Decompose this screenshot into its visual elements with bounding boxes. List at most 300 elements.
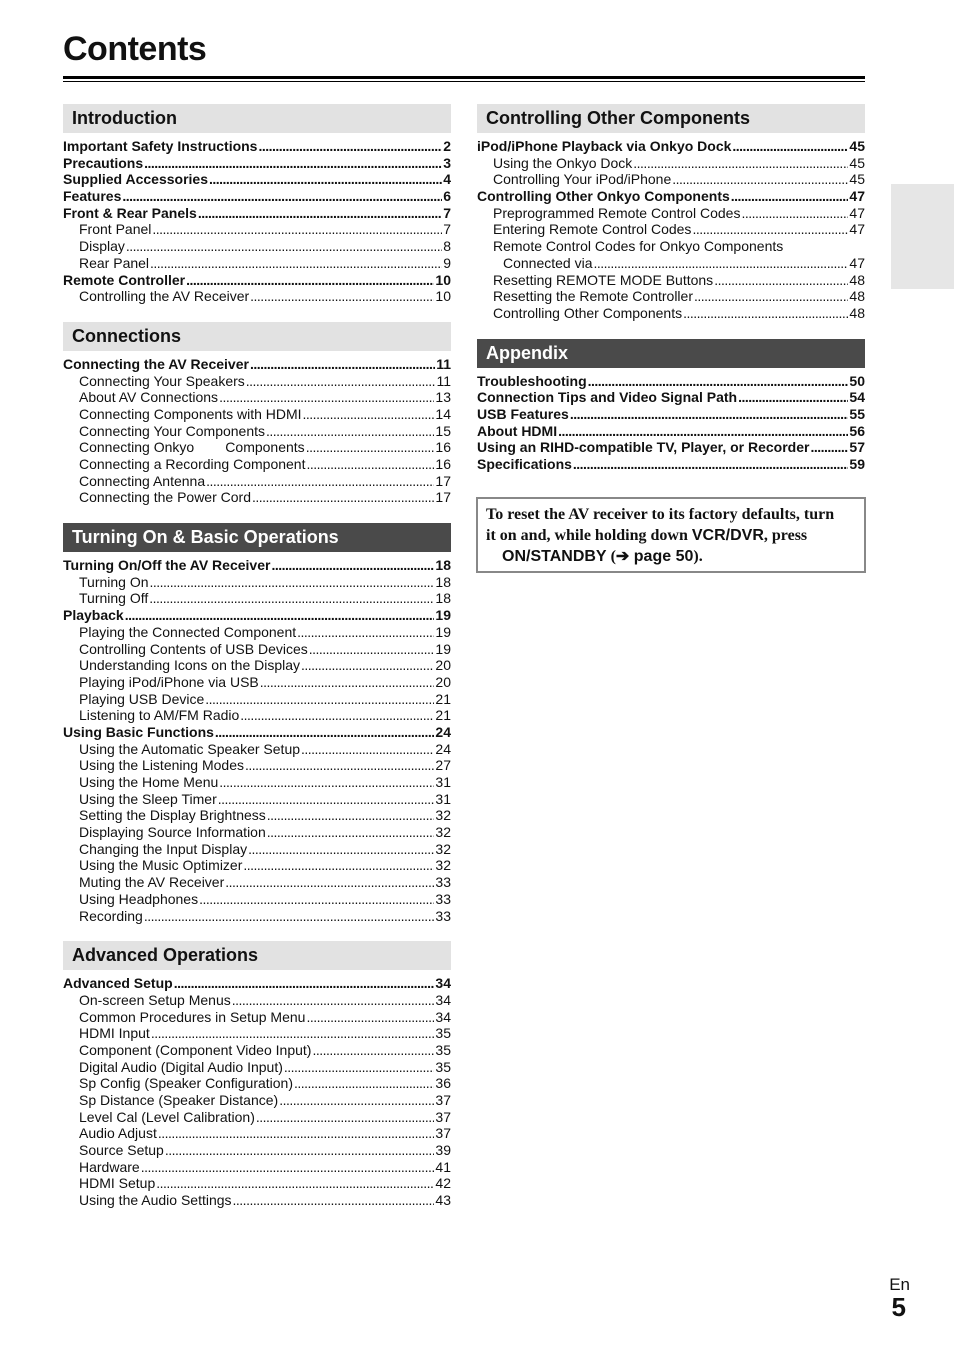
toc-entry-title: Audio Adjust bbox=[79, 1125, 157, 1142]
toc-entry[interactable] bbox=[63, 1192, 451, 1209]
toc-entry-page: 47 bbox=[849, 254, 865, 271]
toc-entry-title: Understanding Icons on the Display bbox=[79, 657, 301, 674]
toc-entry[interactable] bbox=[63, 238, 451, 255]
leader-dots bbox=[206, 473, 434, 490]
toc-entry-title: Changing the Input Display bbox=[79, 840, 248, 857]
toc-entry[interactable] bbox=[63, 1075, 451, 1092]
leader-dots bbox=[158, 1125, 435, 1142]
toc-entry[interactable] bbox=[477, 205, 865, 222]
toc-entry[interactable] bbox=[63, 1042, 451, 1059]
leader-dots bbox=[219, 774, 434, 791]
toc-entry-title: Using an RIHD-compatible TV, Player, or Recorder bbox=[477, 439, 810, 456]
toc-entry[interactable] bbox=[63, 1009, 451, 1026]
toc-entry-title: Turning On bbox=[79, 573, 149, 590]
leader-dots bbox=[683, 305, 848, 322]
toc-entry-page: 13 bbox=[435, 389, 451, 406]
toc-entry-title: Connecting Your Components bbox=[79, 422, 266, 439]
toc-entry-title: Muting the AV Receiver bbox=[79, 874, 225, 891]
toc-entry[interactable] bbox=[63, 857, 451, 874]
leader-dots bbox=[246, 373, 436, 390]
toc-entry[interactable] bbox=[63, 641, 451, 658]
toc-entry-title: Controlling the AV Receiver bbox=[79, 288, 250, 305]
toc-entry-title: Connecting Onkyo Components bbox=[79, 439, 305, 456]
toc-entry-title: Using the Automatic Speaker Setup bbox=[79, 740, 301, 757]
leader-dots bbox=[250, 356, 435, 373]
leader-dots bbox=[260, 674, 435, 691]
toc-entry-title: Setting the Display Brightness bbox=[79, 807, 266, 824]
toc-entry-page: 19 bbox=[435, 607, 451, 624]
leader-dots bbox=[306, 1009, 434, 1026]
note-line-2a: it on and, while holding down bbox=[486, 527, 692, 544]
leader-dots bbox=[219, 389, 434, 406]
toc-entry-page: 43 bbox=[435, 1192, 451, 1209]
leader-dots bbox=[267, 807, 435, 824]
toc-entry[interactable] bbox=[63, 757, 451, 774]
toc-entry[interactable] bbox=[63, 624, 451, 641]
toc-entry[interactable] bbox=[477, 188, 865, 205]
leader-dots bbox=[306, 456, 434, 473]
section-header: Turning On & Basic Operations bbox=[63, 523, 451, 552]
toc-entry[interactable] bbox=[63, 557, 451, 574]
leader-dots bbox=[186, 272, 434, 289]
leader-dots bbox=[122, 188, 442, 205]
note-on-standby: ON/STANDBY bbox=[502, 548, 607, 565]
toc-entry-page: 6 bbox=[443, 188, 451, 205]
toc-entry[interactable] bbox=[63, 188, 451, 205]
arrow-right-icon: ➔ bbox=[615, 548, 630, 565]
toc-entry-page: 10 bbox=[435, 288, 451, 305]
toc-entry[interactable] bbox=[477, 272, 865, 289]
toc-entry-page: 50 bbox=[849, 372, 865, 389]
toc-entry-page: 17 bbox=[435, 472, 451, 489]
toc-entry-page: 56 bbox=[849, 422, 865, 439]
note-paren-close: ). bbox=[693, 548, 703, 565]
toc-entry-title: Connecting a Recording Component bbox=[79, 456, 306, 472]
toc-entry-page: 8 bbox=[443, 238, 451, 255]
leader-dots bbox=[144, 155, 442, 172]
toc-entry-title: On-screen Setup Menus bbox=[79, 991, 231, 1008]
toc-entry-page: 48 bbox=[849, 304, 865, 321]
toc-entry[interactable] bbox=[477, 138, 865, 155]
leader-dots bbox=[714, 272, 848, 289]
toc-entry[interactable] bbox=[63, 456, 451, 473]
leader-dots bbox=[233, 1192, 435, 1209]
leader-dots bbox=[558, 423, 848, 440]
toc-entry[interactable] bbox=[477, 423, 865, 440]
toc-entry[interactable] bbox=[477, 171, 865, 188]
note-page-ref[interactable]: page 50 bbox=[629, 548, 694, 565]
toc-entry-title: Connecting Your Speakers bbox=[79, 372, 245, 389]
note-vcr-dvr: VCR/DVR bbox=[691, 527, 764, 544]
toc-entry-page: 14 bbox=[435, 405, 451, 422]
toc-entry[interactable] bbox=[63, 657, 451, 674]
section-header: Advanced Operations bbox=[63, 941, 451, 970]
toc-entry[interactable] bbox=[63, 1159, 451, 1176]
toc-entry-page: 37 bbox=[435, 1125, 451, 1142]
leader-dots bbox=[279, 1092, 434, 1109]
toc-entry[interactable] bbox=[477, 288, 865, 305]
toc-entry[interactable] bbox=[63, 406, 451, 423]
leader-dots bbox=[198, 205, 442, 222]
toc-entry-title: Resetting the Remote Controller bbox=[493, 288, 693, 305]
toc-entry-page: 45 bbox=[849, 171, 865, 188]
toc-entry-title: Connecting Components with HDMI bbox=[79, 405, 302, 422]
leader-dots bbox=[151, 1025, 435, 1042]
toc-entry-page: 34 bbox=[435, 1008, 451, 1025]
toc-section bbox=[63, 523, 451, 924]
toc-entry[interactable] bbox=[63, 1025, 451, 1042]
toc-entry-title: Level Cal (Level Calibration) bbox=[79, 1108, 255, 1125]
toc-entry-title: Listening to AM/FM Radio bbox=[79, 707, 240, 724]
toc-entry-page: 18 bbox=[435, 557, 451, 574]
leader-dots bbox=[306, 439, 435, 456]
toc-entry-title: Component (Component Video Input) bbox=[79, 1041, 312, 1058]
toc-entry-page: 24 bbox=[435, 740, 451, 757]
toc-entry[interactable] bbox=[63, 155, 451, 172]
section-header: Controlling Other Components bbox=[477, 104, 865, 133]
toc-entry-title: Digital Audio (Digital Audio Input) bbox=[79, 1058, 283, 1075]
toc-entry-title: Playing USB Device bbox=[79, 690, 205, 707]
toc-entry[interactable] bbox=[63, 992, 451, 1009]
toc-entry-page: 34 bbox=[435, 975, 451, 992]
leader-dots bbox=[209, 171, 442, 188]
toc-entry[interactable] bbox=[63, 221, 451, 238]
toc-entry-page: 45 bbox=[849, 154, 865, 171]
leader-dots bbox=[301, 741, 434, 758]
toc-entry-page: 34 bbox=[435, 991, 451, 1008]
toc-section bbox=[477, 339, 865, 473]
leader-dots bbox=[303, 406, 435, 423]
leader-dots bbox=[256, 1109, 435, 1126]
toc-entry[interactable] bbox=[63, 356, 451, 373]
leader-dots bbox=[152, 221, 442, 238]
toc-entry-title: Display bbox=[79, 238, 125, 255]
leader-dots bbox=[126, 238, 442, 255]
toc-entry-page: 31 bbox=[435, 774, 451, 790]
toc-entry[interactable] bbox=[477, 389, 865, 406]
leader-dots bbox=[141, 1159, 435, 1176]
toc-entry-title: Important Safety Instructions bbox=[63, 138, 258, 154]
toc-entry-title: Turning On/Off the AV Receiver bbox=[63, 557, 271, 574]
leader-dots bbox=[588, 373, 849, 390]
toc-entry-title: Entering Remote Control Codes bbox=[493, 221, 692, 238]
toc-entry[interactable] bbox=[63, 590, 451, 607]
toc-entry-page: 11 bbox=[436, 355, 451, 372]
toc-entry-page: 31 bbox=[435, 790, 451, 807]
leader-dots bbox=[240, 707, 434, 724]
leader-dots bbox=[258, 138, 442, 155]
leader-dots bbox=[243, 857, 434, 874]
toc-entry-title: Supplied Accessories bbox=[63, 171, 208, 188]
toc-entry-title: Playing the Connected Component bbox=[79, 623, 297, 640]
leader-dots bbox=[165, 1142, 435, 1159]
toc-entry[interactable] bbox=[63, 891, 451, 908]
toc-entry-page: 48 bbox=[849, 271, 865, 288]
toc-entry-title: Connecting the Power Cord bbox=[79, 489, 251, 506]
leader-dots bbox=[594, 255, 849, 272]
toc-entry-page: 35 bbox=[435, 1025, 451, 1042]
toc-entry[interactable] bbox=[63, 908, 451, 925]
section-header: Appendix bbox=[477, 339, 865, 368]
leader-dots bbox=[573, 456, 849, 473]
toc-entry-title: Sp Distance (Speaker Distance) bbox=[79, 1092, 279, 1108]
toc-entry-page: 57 bbox=[849, 439, 865, 456]
leader-dots bbox=[741, 205, 848, 222]
toc-entry-title: HDMI Input bbox=[79, 1025, 150, 1042]
toc-entry-page: 16 bbox=[435, 456, 451, 472]
leader-dots bbox=[225, 874, 434, 891]
toc-entry[interactable] bbox=[477, 155, 865, 172]
toc-entry[interactable] bbox=[63, 1125, 451, 1142]
toc-entry-title: Turning Off bbox=[79, 590, 149, 607]
toc-entry-page: 21 bbox=[435, 690, 451, 707]
toc-entry-page: 32 bbox=[435, 824, 451, 841]
leader-dots bbox=[199, 891, 434, 908]
leader-dots bbox=[250, 288, 434, 305]
toc-entry-page: 47 bbox=[849, 221, 865, 238]
page-number: 5 bbox=[891, 1292, 906, 1322]
note-paren-open: ( bbox=[606, 548, 616, 565]
leader-dots bbox=[633, 155, 848, 172]
toc-entry-page: 55 bbox=[849, 405, 865, 422]
toc-entry-title: Front & Rear Panels bbox=[63, 204, 197, 221]
toc-entry-title: About HDMI bbox=[477, 422, 558, 439]
toc-entry-title: Remote Controller bbox=[63, 271, 186, 288]
toc-entry-page: 37 bbox=[435, 1092, 451, 1108]
toc-entry-page: 20 bbox=[435, 673, 451, 690]
toc-section bbox=[63, 941, 451, 1209]
toc-entry-page: 18 bbox=[435, 590, 451, 607]
toc-entry[interactable] bbox=[63, 138, 451, 155]
leader-dots bbox=[149, 590, 434, 607]
leader-dots bbox=[174, 975, 435, 992]
leader-dots bbox=[312, 1042, 434, 1059]
toc-entry-page: 17 bbox=[435, 489, 451, 506]
toc-entry[interactable] bbox=[63, 724, 451, 741]
toc-entry-page: 33 bbox=[435, 874, 451, 891]
leader-dots bbox=[301, 657, 434, 674]
toc-entry-title: Front Panel bbox=[79, 221, 152, 238]
toc-entry-title: Common Procedures in Setup Menu bbox=[79, 1008, 306, 1025]
toc-entry-page: 19 bbox=[435, 640, 451, 657]
toc-entry-title: Playback bbox=[63, 607, 124, 624]
toc-entry-title: Playing iPod/iPhone via USB bbox=[79, 673, 259, 690]
toc-entry[interactable] bbox=[63, 791, 451, 808]
leader-dots bbox=[245, 757, 434, 774]
toc-entry[interactable] bbox=[63, 975, 451, 992]
toc-entry[interactable] bbox=[63, 1175, 451, 1192]
leader-dots bbox=[218, 791, 435, 808]
leader-dots bbox=[294, 1075, 434, 1092]
toc-entry-title: Using the Listening Modes bbox=[79, 757, 244, 774]
leader-dots bbox=[150, 255, 442, 272]
toc-entry-title: Source Setup bbox=[79, 1142, 164, 1159]
toc-entry[interactable] bbox=[63, 373, 451, 390]
toc-entry-title: Connecting Antenna bbox=[79, 472, 206, 489]
toc-entry[interactable] bbox=[63, 171, 451, 188]
toc-entry-title: USB Features bbox=[477, 405, 569, 422]
toc-entry-title: Hardware bbox=[79, 1158, 140, 1175]
toc-entry-page: 47 bbox=[849, 188, 865, 205]
toc-left-column bbox=[63, 104, 451, 1226]
toc-entry-page: 54 bbox=[849, 389, 865, 406]
toc-entry-page: 16 bbox=[435, 439, 451, 456]
toc-entry-page: 45 bbox=[849, 138, 865, 154]
toc-entry-page: 11 bbox=[436, 372, 451, 389]
leader-dots bbox=[248, 841, 434, 858]
toc-entry-page: 37 bbox=[435, 1108, 451, 1125]
toc-entry-page: 7 bbox=[443, 221, 451, 238]
leader-dots bbox=[252, 489, 434, 506]
toc-entry[interactable] bbox=[63, 489, 451, 506]
toc-entry[interactable] bbox=[63, 205, 451, 222]
toc-entry-page: 39 bbox=[435, 1142, 451, 1159]
toc-section bbox=[477, 104, 865, 322]
toc-entry[interactable] bbox=[63, 574, 451, 591]
toc-entry[interactable] bbox=[63, 1109, 451, 1126]
toc-entry-title: Displaying Source Information bbox=[79, 824, 266, 841]
toc-entry[interactable] bbox=[63, 288, 451, 305]
section-header: Introduction bbox=[63, 104, 451, 133]
toc-entry-page: 27 bbox=[435, 757, 451, 774]
toc-entry[interactable] bbox=[63, 707, 451, 724]
toc-entry-title: Controlling Your iPod/iPhone bbox=[493, 171, 672, 188]
toc-entry-page: 4 bbox=[443, 171, 451, 188]
leader-dots bbox=[732, 138, 848, 155]
toc-entry[interactable] bbox=[477, 255, 865, 272]
title-rule bbox=[63, 76, 865, 79]
toc-entry[interactable] bbox=[63, 807, 451, 824]
toc-entry[interactable] bbox=[477, 456, 865, 473]
toc-entry[interactable] bbox=[63, 389, 451, 406]
toc-entry-title: Precautions bbox=[63, 154, 144, 171]
toc-entry-page: 32 bbox=[435, 857, 451, 874]
toc-section bbox=[63, 322, 451, 506]
toc-entry[interactable] bbox=[63, 439, 451, 456]
toc-entry-title: Advanced Setup bbox=[63, 975, 173, 992]
language-code: En bbox=[889, 1275, 910, 1294]
toc-entry-page: 32 bbox=[435, 840, 451, 857]
toc-entry[interactable] bbox=[63, 824, 451, 841]
leader-dots bbox=[738, 389, 848, 406]
toc-entry-page: 15 bbox=[435, 422, 451, 439]
toc-entry[interactable] bbox=[63, 1092, 451, 1109]
toc-entry[interactable] bbox=[63, 1142, 451, 1159]
toc-entry[interactable] bbox=[477, 305, 865, 322]
toc-entry[interactable] bbox=[63, 255, 451, 272]
toc-entry-page: 41 bbox=[435, 1158, 451, 1175]
toc-entry[interactable] bbox=[63, 423, 451, 440]
toc-entry-title: Controlling Other Onkyo Components bbox=[477, 188, 730, 205]
toc-entry-title: Using the Onkyo Dock bbox=[493, 154, 633, 171]
toc-right-column bbox=[477, 104, 865, 490]
toc-entry[interactable] bbox=[477, 238, 865, 255]
toc-entry-title: Using the Music Optimizer bbox=[79, 857, 243, 874]
toc-entry-title: Sp Config (Speaker Configuration) bbox=[79, 1075, 294, 1092]
toc-entry[interactable] bbox=[477, 373, 865, 390]
leader-dots bbox=[284, 1059, 435, 1076]
toc-entry-page: 19 bbox=[435, 623, 451, 640]
note-line-2c: , press bbox=[763, 527, 808, 544]
toc-entry-page: 21 bbox=[435, 707, 451, 724]
toc-entry-page: 33 bbox=[435, 890, 451, 907]
toc-entry-title: Controlling Contents of USB Devices bbox=[79, 640, 308, 657]
toc-entry-page: 35 bbox=[435, 1058, 451, 1075]
toc-entry-title: Troubleshooting bbox=[477, 372, 587, 389]
toc-entry-title: Connecting the AV Receiver bbox=[63, 355, 249, 372]
section-header: Connections bbox=[63, 322, 451, 351]
reset-note bbox=[476, 497, 866, 573]
leader-dots bbox=[144, 908, 435, 925]
toc-entry-title: Using the Sleep Timer bbox=[79, 790, 217, 807]
toc-entry-page: 20 bbox=[435, 657, 451, 674]
toc-entry[interactable] bbox=[477, 221, 865, 238]
leader-dots bbox=[297, 624, 434, 641]
toc-entry[interactable] bbox=[477, 406, 865, 423]
toc-entry-page: 3 bbox=[443, 154, 451, 171]
leader-dots bbox=[672, 171, 848, 188]
toc-entry[interactable] bbox=[63, 774, 451, 791]
note-line-1: To reset the AV receiver to its factory defaults, turn bbox=[486, 506, 835, 523]
toc-entry-title: Specifications bbox=[477, 456, 572, 472]
toc-entry-page: 9 bbox=[443, 254, 451, 271]
toc-entry[interactable] bbox=[477, 439, 865, 456]
toc-entry-page: 35 bbox=[435, 1041, 451, 1058]
toc-entry[interactable] bbox=[63, 741, 451, 758]
toc-section bbox=[63, 104, 451, 305]
toc-entry-title: Recording bbox=[79, 907, 143, 924]
leader-dots bbox=[267, 824, 435, 841]
toc-entry[interactable] bbox=[63, 874, 451, 891]
leader-dots bbox=[205, 691, 434, 708]
leader-dots bbox=[692, 221, 848, 238]
toc-entry-title: Remote Control Codes for Onkyo Components bbox=[493, 238, 784, 255]
leader-dots bbox=[731, 188, 849, 205]
toc-entry-page: 18 bbox=[435, 573, 451, 590]
leader-dots bbox=[694, 288, 848, 305]
toc-entry-title: Using the Audio Settings bbox=[79, 1192, 232, 1209]
toc-entry-page: 7 bbox=[443, 204, 451, 221]
toc-entry[interactable] bbox=[63, 607, 451, 624]
leader-dots bbox=[232, 992, 435, 1009]
toc-entry[interactable] bbox=[63, 1059, 451, 1076]
toc-entry[interactable] bbox=[63, 473, 451, 490]
toc-entry-page: 42 bbox=[435, 1175, 451, 1192]
toc-entry[interactable] bbox=[63, 691, 451, 708]
toc-entry-title: Features bbox=[63, 188, 122, 205]
toc-entry-page: 10 bbox=[435, 271, 451, 288]
leader-dots bbox=[266, 423, 434, 440]
toc-entry-page: 59 bbox=[849, 456, 865, 472]
toc-entry-page: 47 bbox=[849, 204, 865, 221]
toc-entry-title: Resetting REMOTE MODE Buttons bbox=[493, 271, 714, 288]
toc-entry-page: 33 bbox=[435, 907, 451, 924]
toc-entry-title: About AV Connections bbox=[79, 389, 219, 406]
toc-entry[interactable] bbox=[63, 674, 451, 691]
toc-entry[interactable] bbox=[63, 272, 451, 289]
toc-entry[interactable] bbox=[63, 841, 451, 858]
leader-dots bbox=[150, 574, 435, 591]
leader-dots bbox=[271, 557, 434, 574]
toc-entry-title: Preprogrammed Remote Control Codes bbox=[493, 204, 741, 221]
leader-dots bbox=[309, 641, 435, 658]
side-index-tab bbox=[891, 184, 954, 289]
leader-dots bbox=[125, 607, 435, 624]
toc-entry-title: Controlling Other Components bbox=[493, 304, 683, 321]
leader-dots bbox=[156, 1175, 434, 1192]
leader-dots bbox=[810, 439, 848, 456]
toc-entry-title: Connection Tips and Video Signal Path bbox=[477, 389, 738, 406]
